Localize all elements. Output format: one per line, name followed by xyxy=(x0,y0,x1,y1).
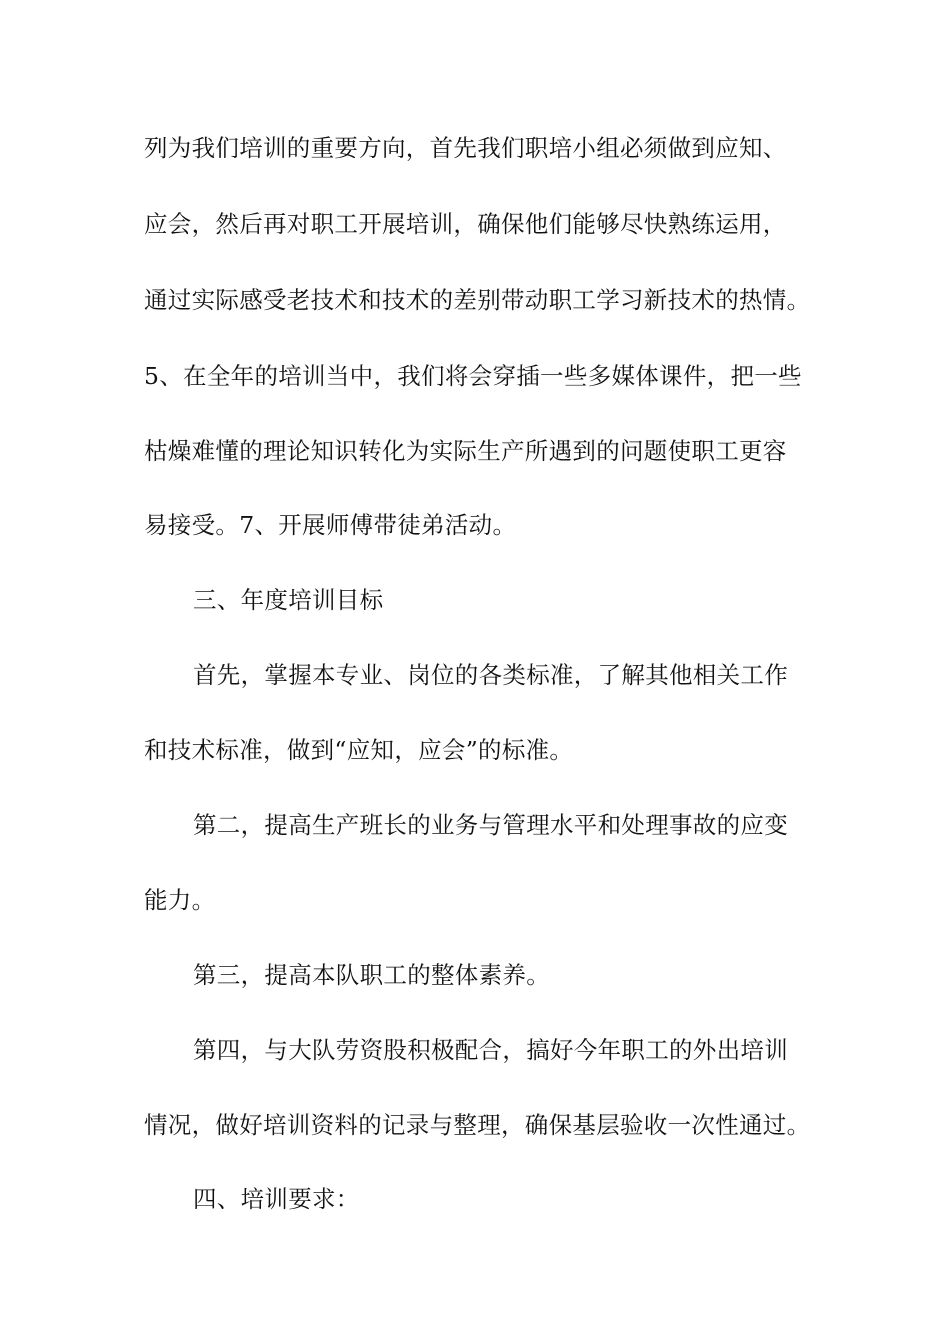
paragraph-line: 第二，提高生产班长的业务与管理水平和处理事故的应变 xyxy=(193,811,788,839)
paragraph-line: 通过实际感受老技术和技术的差别带动职工学习新技术的热情。 xyxy=(144,286,811,314)
paragraph-line: 能力。 xyxy=(144,886,216,914)
paragraph-line: 应会，然后再对职工开展培训，确保他们能够尽快熟练运用， xyxy=(144,210,787,238)
paragraph-line: 第三，提高本队职工的整体素养。 xyxy=(193,961,550,989)
section-heading: 四、培训要求： xyxy=(193,1185,360,1213)
paragraph-line: 情况，做好培训资料的记录与整理，确保基层验收一次性通过。 xyxy=(144,1111,811,1139)
section-heading: 三、年度培训目标 xyxy=(193,586,384,614)
paragraph-line: 易接受。7、开展师傅带徒弟活动。 xyxy=(144,511,517,539)
paragraph-line: 首先，掌握本专业、岗位的各类标准，了解其他相关工作 xyxy=(193,661,788,689)
paragraph-line: 和技术标准，做到“应知，应会”的标准。 xyxy=(144,736,574,764)
paragraph-line: 5、在全年的培训当中，我们将会穿插一些多媒体课件，把一些 xyxy=(144,362,802,390)
paragraph-line: 第四，与大队劳资股积极配合，搞好今年职工的外出培训 xyxy=(193,1036,788,1064)
paragraph-line: 枯燥难懂的理论知识转化为实际生产所遇到的问题使职工更容 xyxy=(144,437,787,465)
paragraph-line: 列为我们培训的重要方向，首先我们职培小组必须做到应知、 xyxy=(144,134,787,162)
